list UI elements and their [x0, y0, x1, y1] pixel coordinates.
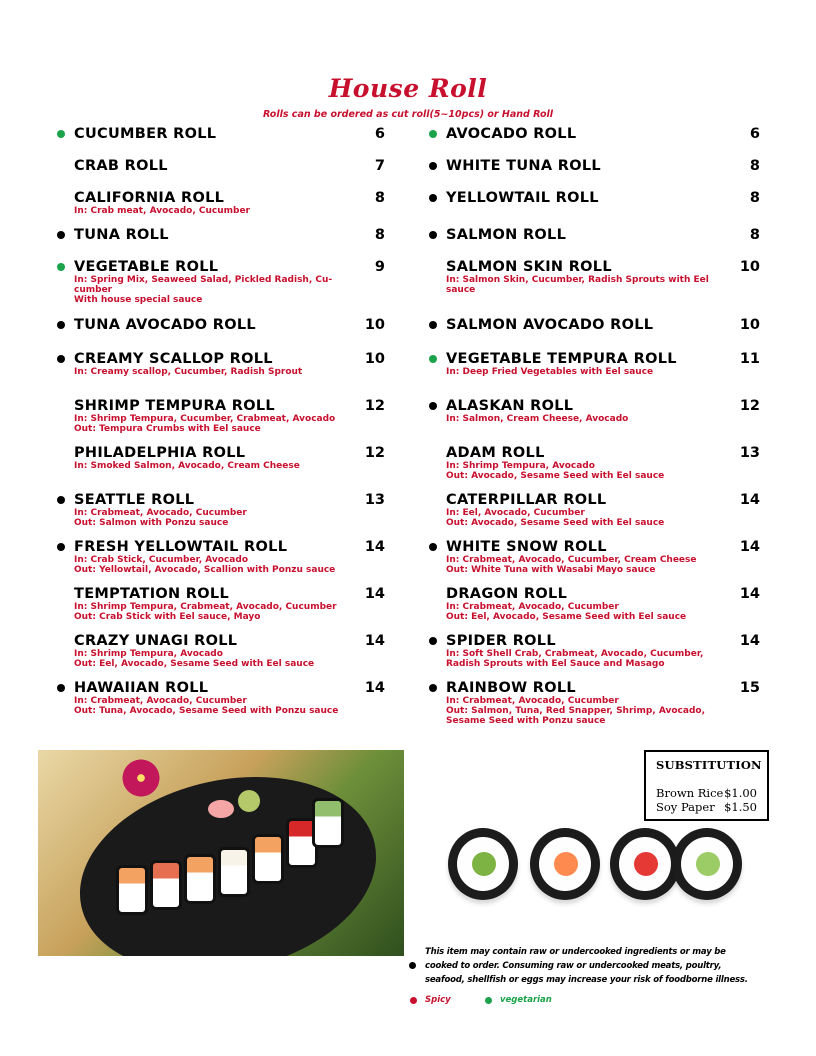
item-description: In: Shrimp Tempura, Cucumber, Crabmeat, Avocado Out: Tempura Crumbs with Eel sauce	[74, 414, 336, 434]
menu-item	[446, 445, 760, 481]
menu-item	[74, 259, 385, 305]
item-name: CRAB ROLL	[74, 158, 168, 174]
item-name: WHITE SNOW ROLL	[446, 539, 607, 555]
item-description: In: Crab meat, Avocado, Cucumber	[74, 206, 250, 216]
marker-dot	[429, 162, 437, 170]
orchid-flower	[118, 758, 164, 798]
item-name: YELLOWTAIL ROLL	[446, 190, 599, 206]
substitution-label: Brown Rice	[656, 786, 724, 800]
item-price: 14	[739, 539, 760, 555]
item-description: In: Crabmeat, Avocado, Cucumber Out: Salmon, Tuna, Red Snapper, Shrimp, Avocado, Sesame Seed with Ponzu sauce	[446, 696, 706, 726]
item-price: 12	[364, 398, 385, 414]
item-price: 10	[739, 317, 760, 333]
item-name: RAINBOW ROLL	[446, 680, 576, 696]
item-price: 14	[739, 492, 760, 508]
item-name: TEMPTATION ROLL	[74, 586, 229, 602]
item-price: 12	[364, 445, 385, 461]
item-price: 12	[739, 398, 760, 414]
item-price: 6	[749, 126, 760, 142]
menu-item	[446, 317, 760, 333]
marker-dot	[57, 496, 65, 504]
item-name: CRAZY UNAGI ROLL	[74, 633, 238, 649]
menu-item	[74, 398, 385, 434]
sushi-piece-cucumber	[672, 828, 742, 900]
substitution-price: $1.00	[724, 786, 757, 800]
item-name: TUNA AVOCADO ROLL	[74, 317, 256, 333]
menu-item	[74, 586, 385, 622]
menu-item	[446, 680, 760, 726]
marker-dot	[57, 543, 65, 551]
item-name: SHRIMP TEMPURA ROLL	[74, 398, 275, 414]
item-description: In: Crab Stick, Cucumber, Avocado Out: Yellowtail, Avocado, Scallion with Ponzu sauce	[74, 555, 336, 575]
item-description: In: Crabmeat, Avocado, Cucumber, Cream Cheese Out: White Tuna with Wasabi Mayo sauce	[446, 555, 697, 575]
substitution-label: Soy Paper	[656, 800, 715, 814]
marker-dot	[429, 402, 437, 410]
menu-item	[74, 190, 385, 216]
item-price: 10	[364, 351, 385, 367]
menu-item	[446, 586, 760, 622]
sushi-platter-photo	[38, 750, 404, 956]
item-name: PHILADELPHIA ROLL	[74, 445, 246, 461]
item-name: CALIFORNIA ROLL	[74, 190, 225, 206]
item-price: 14	[739, 586, 760, 602]
legend-dot-spicy	[410, 997, 417, 1004]
raw-food-notice: This item may contain raw or undercooked ingredients or may be cooked to order. Consuming raw or undercooked meats, poultry, seafood, shellfish or eggs may increase your risk of foodborne illness.	[425, 947, 748, 985]
wasabi-shape	[238, 790, 260, 812]
menu-item	[74, 680, 385, 716]
item-price: 13	[364, 492, 385, 508]
item-description: In: Creamy scallop, Cucumber, Radish Sprout	[74, 367, 303, 377]
item-name: SALMON SKIN ROLL	[446, 259, 612, 275]
sushi-roll-shape	[312, 798, 344, 848]
menu-item	[74, 351, 385, 377]
item-name: SALMON ROLL	[446, 227, 567, 243]
marker-dot	[429, 355, 437, 363]
item-name: CATERPILLAR ROLL	[446, 492, 607, 508]
item-price: 8	[749, 190, 760, 206]
substitution-row	[656, 800, 757, 814]
menu-item	[446, 539, 760, 575]
sushi-roll-shape	[184, 854, 216, 904]
substitution-row	[656, 786, 757, 800]
marker-dot	[429, 321, 437, 329]
item-price: 10	[739, 259, 760, 275]
sushi-roll-shape	[150, 860, 182, 910]
item-name: SEATTLE ROLL	[74, 492, 195, 508]
legend-label: vegetarian	[500, 995, 552, 1005]
item-name: CUCUMBER ROLL	[74, 126, 217, 142]
menu-item	[74, 492, 385, 528]
item-price: 13	[739, 445, 760, 461]
menu-item	[446, 158, 760, 174]
menu-item	[446, 227, 760, 243]
item-price: 8	[374, 227, 385, 243]
menu-item	[74, 158, 385, 174]
item-name: HAWAIIAN ROLL	[74, 680, 209, 696]
item-price: 7	[374, 158, 385, 174]
item-price: 14	[364, 539, 385, 555]
item-description: In: Crabmeat, Avocado, Cucumber Out: Tuna, Avocado, Sesame Seed with Ponzu sauce	[74, 696, 339, 716]
item-description: In: Salmon Skin, Cucumber, Radish Sprouts with Eel sauce	[446, 275, 709, 295]
item-description: In: Smoked Salmon, Avocado, Cream Cheese	[74, 461, 300, 471]
marker-dot	[57, 263, 65, 271]
sushi-filling	[472, 852, 496, 876]
menu-item	[74, 445, 385, 471]
marker-dot	[429, 684, 437, 692]
menu-item	[74, 539, 385, 575]
menu-item	[74, 317, 385, 333]
item-name: SALMON AVOCADO ROLL	[446, 317, 654, 333]
legend-dot-vegetarian	[485, 997, 492, 1004]
item-name: SPIDER ROLL	[446, 633, 556, 649]
substitution-title: SUBSTITUTION	[656, 758, 762, 772]
item-description: In: Shrimp Tempura, Crabmeat, Avocado, Cucumber Out: Crab Stick with Eel sauce, Mayo	[74, 602, 337, 622]
substitution-price: $1.50	[724, 800, 757, 814]
item-description: In: Shrimp Tempura, Avocado Out: Eel, Avocado, Sesame Seed with Eel sauce	[74, 649, 315, 669]
item-price: 15	[739, 680, 760, 696]
item-description: In: Crabmeat, Avocado, Cucumber Out: Eel, Avocado, Sesame Seed with Eel sauce	[446, 602, 687, 622]
item-price: 14	[364, 586, 385, 602]
marker-dot	[429, 194, 437, 202]
sushi-filling	[634, 852, 658, 876]
menu-item	[446, 126, 760, 142]
sushi-piece-salmon	[530, 828, 600, 900]
sushi-piece-tuna	[610, 828, 680, 900]
item-name: DRAGON ROLL	[446, 586, 568, 602]
menu-item	[74, 633, 385, 669]
item-description: In: Soft Shell Crab, Crabmeat, Avocado, Cucumber, Radish Sprouts with Eel Sauce and Masago	[446, 649, 704, 669]
sushi-piece-avocado	[448, 828, 518, 900]
menu-item	[446, 351, 760, 377]
menu-item	[446, 190, 760, 206]
marker-dot	[429, 231, 437, 239]
item-name: CREAMY SCALLOP ROLL	[74, 351, 273, 367]
marker-dot	[429, 637, 437, 645]
item-price: 6	[374, 126, 385, 142]
menu-item	[446, 398, 760, 424]
ginger-shape	[208, 800, 234, 818]
item-name: ALASKAN ROLL	[446, 398, 574, 414]
item-description: In: Spring Mix, Seaweed Salad, Pickled Radish, Cu- cumber With house special sauce	[74, 275, 333, 305]
page-title: House Roll	[328, 74, 488, 103]
menu-item	[74, 126, 385, 142]
item-price: 8	[749, 158, 760, 174]
marker-dot	[57, 130, 65, 138]
legend-vegetarian	[500, 995, 552, 1005]
item-price: 14	[739, 633, 760, 649]
page-subtitle: Rolls can be ordered as cut roll(5~10pcs) or Hand Roll	[262, 109, 554, 120]
sushi-rolls-photo	[440, 828, 770, 900]
item-description: In: Deep Fried Vegetables with Eel sauce	[446, 367, 654, 377]
item-price: 8	[749, 227, 760, 243]
item-price: 14	[364, 680, 385, 696]
item-price: 10	[364, 317, 385, 333]
marker-dot	[57, 684, 65, 692]
legend-label: Spicy	[425, 995, 451, 1005]
item-name: WHITE TUNA ROLL	[446, 158, 601, 174]
item-description: In: Shrimp Tempura, Avocado Out: Avocado, Sesame Seed with Eel sauce	[446, 461, 665, 481]
item-description: In: Salmon, Cream Cheese, Avocado	[446, 414, 629, 424]
item-name: AVOCADO ROLL	[446, 126, 577, 142]
marker-dot	[57, 355, 65, 363]
item-name: TUNA ROLL	[74, 227, 169, 243]
sushi-roll-shape	[252, 834, 284, 884]
menu-item	[446, 492, 760, 528]
marker-dot	[57, 231, 65, 239]
item-name: VEGETABLE ROLL	[74, 259, 219, 275]
substitution-box	[644, 750, 769, 821]
marker-dot	[429, 543, 437, 551]
sushi-roll-shape	[116, 865, 148, 915]
item-name: VEGETABLE TEMPURA ROLL	[446, 351, 677, 367]
item-description: In: Eel, Avocado, Cucumber Out: Avocado, Sesame Seed with Eel sauce	[446, 508, 665, 528]
item-description: In: Crabmeat, Avocado, Cucumber Out: Salmon with Ponzu sauce	[74, 508, 247, 528]
menu-item	[446, 259, 760, 295]
sushi-filling	[696, 852, 720, 876]
menu-item	[74, 227, 385, 243]
menu-item	[446, 633, 760, 669]
item-name: FRESH YELLOWTAIL ROLL	[74, 539, 288, 555]
item-price: 8	[374, 190, 385, 206]
marker-dot	[429, 130, 437, 138]
sushi-roll-shape	[218, 847, 250, 897]
item-price: 9	[374, 259, 385, 275]
legend-spicy	[425, 995, 451, 1005]
item-price: 14	[364, 633, 385, 649]
sushi-filling	[554, 852, 578, 876]
item-price: 11	[739, 351, 760, 367]
notice-bullet	[409, 962, 416, 969]
item-name: ADAM ROLL	[446, 445, 545, 461]
marker-dot	[57, 321, 65, 329]
